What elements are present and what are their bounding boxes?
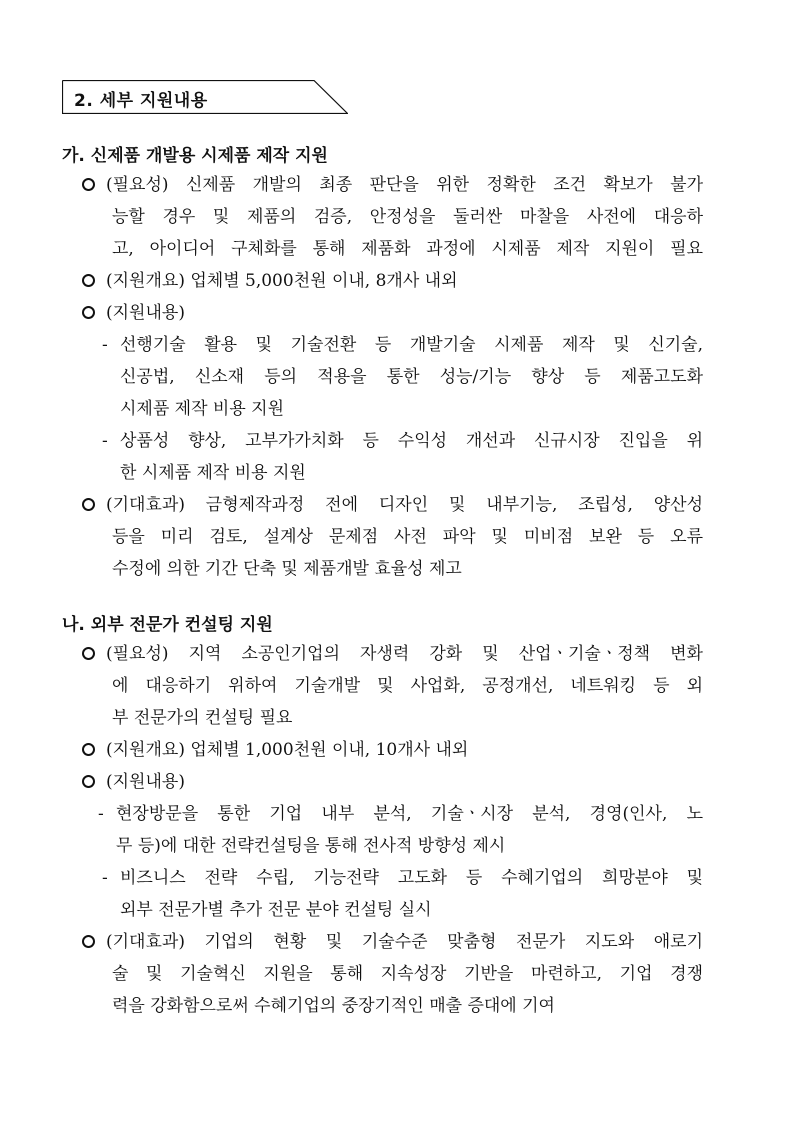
part-a-effect-line-3: 수정에 의한 기간 단축 및 제품개발 효율성 제고 [112, 559, 462, 579]
part-a-effect-bullet-icon [82, 498, 95, 511]
part-a-need-line-2: 능할 경우 및 제품의 검증, 안정성을 둘러싼 마찰을 사전에 대응하 [112, 207, 703, 227]
part-b-content-label: (지원내용) [106, 772, 185, 792]
part-a-item1-dash: - [102, 335, 108, 355]
part-a-item2-line-2: 한 시제품 제작 비용 지원 [120, 463, 306, 483]
part-b-item1-line-1: 현장방문을 통한 기업 내부 분석, 기술ㆍ시장 분석, 경영(인사, 노 [116, 804, 703, 824]
part-b-effect-bullet-icon [82, 935, 95, 948]
part-a-need-line-1: (필요성) 신제품 개발의 최종 판단을 위한 정확한 조건 확보가 불가 [106, 175, 703, 195]
part-a-item1-line-3: 시제품 제작 비용 지원 [120, 399, 285, 419]
part-b-overview: (지원개요) 업체별 1,000천원 이내, 10개사 내외 [106, 740, 469, 760]
part-a-content-bullet-icon [82, 306, 95, 319]
part-b-item2-dash: - [102, 868, 108, 888]
part-b-effect-line-1: (기대효과) 기업의 현황 및 기술수준 맞춤형 전문가 지도와 애로기 [106, 932, 703, 952]
part-b-item2-line-1: 비즈니스 전략 수립, 기능전략 고도화 등 수혜기업의 희망분야 및 [120, 868, 703, 888]
part-b-need-line-1: (필요성) 지역 소공인기업의 자생력 강화 및 산업ㆍ기술ㆍ정책 변화 [106, 644, 703, 664]
part-b-need-line-3: 부 전문가의 컨설팅 필요 [112, 708, 293, 728]
part-a-need-bullet-icon [82, 178, 95, 191]
part-a-overview-bullet-icon [82, 274, 95, 287]
part-b-content-bullet-icon [82, 775, 95, 788]
part-a-heading: 가. 신제품 개발용 시제품 제작 지원 [62, 146, 328, 166]
part-b-effect-line-2: 술 및 기술혁신 지원을 통해 지속성장 기반을 마련하고, 기업 경쟁 [112, 964, 703, 984]
part-b-heading: 나. 외부 전문가 컨설팅 지원 [62, 615, 273, 635]
part-a-effect-line-1: (기대효과) 금형제작과정 전에 디자인 및 내부기능, 조립성, 양산성 [106, 495, 703, 515]
part-b-need-line-2: 에 대응하기 위하여 기술개발 및 사업화, 공정개선, 네트워킹 등 외 [112, 676, 703, 696]
part-a-item1-line-1: 선행기술 활용 및 기술전환 등 개발기술 시제품 제작 및 신기술, [120, 335, 703, 355]
part-a-item2-dash: - [102, 431, 108, 451]
section-title-box [62, 80, 348, 114]
part-b-item1-dash: - [98, 804, 104, 824]
part-b-item2-line-2: 외부 전문가별 추가 전문 분야 컨설팅 실시 [120, 900, 432, 920]
part-a-content-label: (지원내용) [106, 303, 185, 323]
section-title: 2. 세부 지원내용 [74, 91, 208, 111]
part-b-need-bullet-icon [82, 647, 95, 660]
part-b-overview-bullet-icon [82, 743, 95, 756]
part-a-effect-line-2: 등을 미리 검토, 설계상 문제점 사전 파악 및 미비점 보완 등 오류 [112, 527, 703, 547]
part-a-item1-line-2: 신공법, 신소재 등의 적용을 통한 성능/기능 향상 등 제품고도화 [120, 367, 703, 387]
part-a-overview: (지원개요) 업체별 5,000천원 이내, 8개사 내외 [106, 271, 458, 291]
part-b-effect-line-3: 력을 강화함으로써 수혜기업의 중장기적인 매출 증대에 기여 [112, 996, 555, 1016]
part-a-item2-line-1: 상품성 향상, 고부가가치화 등 수익성 개선과 신규시장 진입을 위 [120, 431, 703, 451]
part-a-need-line-3: 고, 아이디어 구체화를 통해 제품화 과정에 시제품 제작 지원이 필요 [112, 239, 703, 259]
part-b-item1-line-2: 무 등)에 대한 전략컨설팅을 통해 전사적 방향성 제시 [116, 836, 506, 856]
